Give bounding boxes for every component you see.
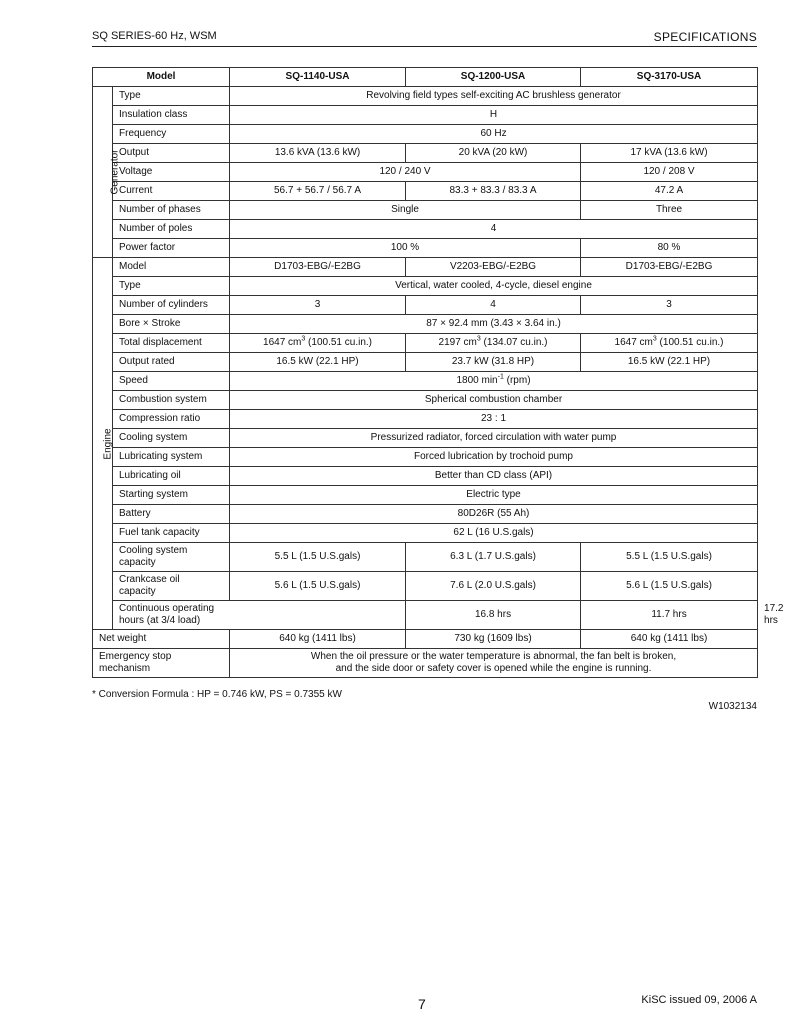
cell-value: 80 % (581, 239, 758, 258)
row-label: Number of poles (113, 220, 230, 239)
row-label: Compression ratio (113, 410, 230, 429)
cell-value: 47.2 A (581, 182, 758, 201)
table-row (93, 649, 758, 678)
table-row (93, 125, 758, 144)
header-section-title: SPECIFICATIONS (653, 30, 757, 44)
table-row (93, 106, 758, 125)
cell-value: 23.7 kW (31.8 HP) (406, 353, 581, 372)
document-id: W1032134 (708, 701, 757, 712)
cell-value: Electric type (230, 486, 758, 505)
table-row (93, 372, 758, 391)
table-row (93, 163, 758, 182)
table-row (93, 315, 758, 334)
cell-value: 5.6 L (1.5 U.S.gals) (230, 572, 406, 601)
row-label: Bore × Stroke (113, 315, 230, 334)
cell-value: 62 L (16 U.S.gals) (230, 524, 758, 543)
table-row (93, 572, 758, 601)
cell-value: Single (230, 201, 581, 220)
cell-value: 56.7 + 56.7 / 56.7 A (230, 182, 406, 201)
cell-value: 1647 $cm^3$ (100.51 cu.in.) (230, 334, 406, 353)
row-label: Frequency (113, 125, 230, 144)
row-label: Voltage (113, 163, 230, 182)
row-label: Combustion system (113, 391, 230, 410)
table-row (93, 334, 758, 353)
row-label: Emergency stop mechanism (93, 649, 230, 678)
cell-value: Vertical, water cooled, 4-cycle, diesel engine (230, 277, 758, 296)
issue-notice: KiSC issued 09, 2006 A (641, 994, 757, 1006)
table-row (93, 258, 758, 277)
row-label: Lubricating oil (113, 467, 230, 486)
table-row (93, 182, 758, 201)
cell-value: 80D26R (55 Ah) (230, 505, 758, 524)
model-column-header: Model (93, 68, 230, 87)
table-row (93, 429, 758, 448)
table-row (93, 220, 758, 239)
row-label: Starting system (113, 486, 230, 505)
row-label: Type (113, 87, 230, 106)
cell-value: H (230, 106, 758, 125)
cell-value: When the oil pressure or the water temperature is abnormal, the fan belt is broken, and the side door or safety cover is opened while the engine is running. (230, 649, 758, 678)
cell-value: 1647 $cm^3$ (100.51 cu.in.) (581, 334, 758, 353)
cell-value: 3 (230, 296, 406, 315)
table-row (93, 353, 758, 372)
table-row (93, 277, 758, 296)
cell-value: 100 % (230, 239, 581, 258)
cell-value: D1703-EBG/-E2BG (581, 258, 758, 277)
table-row (93, 524, 758, 543)
table-row (93, 391, 758, 410)
cell-value: V2203-EBG/-E2BG (406, 258, 581, 277)
cell-value: 60 Hz (230, 125, 758, 144)
cell-value: 20 kVA (20 kW) (406, 144, 581, 163)
cell-value: Pressurized radiator, forced circulation with water pump (230, 429, 758, 448)
row-label: Cooling system (113, 429, 230, 448)
row-label: Speed (113, 372, 230, 391)
cell-value: 730 kg (1609 lbs) (406, 630, 581, 649)
cell-value: 120 / 240 V (230, 163, 581, 182)
row-label: Continuous operating hours (at 3/4 load) (113, 601, 406, 630)
cell-value: 4 (406, 296, 581, 315)
row-label: Insulation class (113, 106, 230, 125)
table-header-row (93, 68, 758, 87)
row-label: Lubricating system (113, 448, 230, 467)
row-label: Output rated (113, 353, 230, 372)
cell-value: 640 kg (1411 lbs) (581, 630, 758, 649)
cell-value: 1800 $\min^{-1} (rpm)$ (230, 372, 758, 391)
cell-value: 5.6 L (1.5 U.S.gals) (581, 572, 758, 601)
row-label: Current (113, 182, 230, 201)
header-rule (92, 46, 757, 47)
table-row (93, 296, 758, 315)
generator-section-label: Generator (93, 87, 113, 258)
cell-value: 16.5 kW (22.1 HP) (230, 353, 406, 372)
table-row (93, 505, 758, 524)
specifications-table (92, 67, 784, 678)
cell-value: Spherical combustion chamber (230, 391, 758, 410)
table-row (93, 448, 758, 467)
row-label: Power factor (113, 239, 230, 258)
row-label: Number of phases (113, 201, 230, 220)
cell-value: D1703-EBG/-E2BG (230, 258, 406, 277)
model-2-header: SQ-1200-USA (406, 68, 581, 87)
cell-value: 13.6 kVA (13.6 kW) (230, 144, 406, 163)
row-label: Battery (113, 505, 230, 524)
cell-value: Revolving field types self-exciting AC brushless generator (230, 87, 758, 106)
table-row: Continuous operating hours (at 3/4 load) 16.8 hrs 11.7 hrs 17.2 hrs (93, 601, 758, 630)
row-label: Output (113, 144, 230, 163)
cell-value: 5.5 L (1.5 U.S.gals) (581, 543, 758, 572)
table-row (93, 543, 758, 572)
cell-value: 3 (581, 296, 758, 315)
engine-section-label: Engine (93, 258, 113, 630)
cell-value: 2197 $cm^3$ (134.07 cu.in.) (406, 334, 581, 353)
cell-value: 640 kg (1411 lbs) (230, 630, 406, 649)
row-label: Number of cylinders (113, 296, 230, 315)
page-number: 7 (418, 996, 426, 1012)
table-row (93, 144, 758, 163)
cell-value: 17 kVA (13.6 kW) (581, 144, 758, 163)
cell-value: Three (581, 201, 758, 220)
cell-value: 23 : 1 (230, 410, 758, 429)
cell-value: 83.3 + 83.3 / 83.3 A (406, 182, 581, 201)
cell-value: 16.5 kW (22.1 HP) (581, 353, 758, 372)
table-row (93, 201, 758, 220)
row-label: Model (113, 258, 230, 277)
cell-value: 6.3 L (1.7 U.S.gals) (406, 543, 581, 572)
row-label: Crankcase oil capacity (113, 572, 230, 601)
model-1-header: SQ-1140-USA (230, 68, 406, 87)
row-label: Fuel tank capacity (113, 524, 230, 543)
table-row (93, 467, 758, 486)
cell-value: 87 × 92.4 mm (3.43 × 3.64 in.) (230, 315, 758, 334)
cell-value: 11.7 hrs (581, 601, 758, 630)
cell-value: 120 / 208 V (581, 163, 758, 182)
table-row (93, 486, 758, 505)
row-label: Cooling system capacity (113, 543, 230, 572)
table-row (93, 87, 758, 106)
model-3-header: SQ-3170-USA (581, 68, 758, 87)
cell-value: Forced lubrication by trochoid pump (230, 448, 758, 467)
row-label: Type (113, 277, 230, 296)
row-label: Net weight (93, 630, 230, 649)
cell-value: 7.6 L (2.0 U.S.gals) (406, 572, 581, 601)
table-row (93, 239, 758, 258)
row-label: Total displacement (113, 334, 230, 353)
cell-value: 16.8 hrs (406, 601, 581, 630)
header-series-title: SQ SERIES-60 Hz, WSM (92, 30, 217, 42)
table-row (93, 410, 758, 429)
cell-value: 5.5 L (1.5 U.S.gals) (230, 543, 406, 572)
conversion-note: * Conversion Formula : HP = 0.746 kW, PS = 0.7355 kW (92, 689, 342, 700)
table-row (93, 630, 758, 649)
cell-value: 4 (230, 220, 758, 239)
cell-value: Better than CD class (API) (230, 467, 758, 486)
